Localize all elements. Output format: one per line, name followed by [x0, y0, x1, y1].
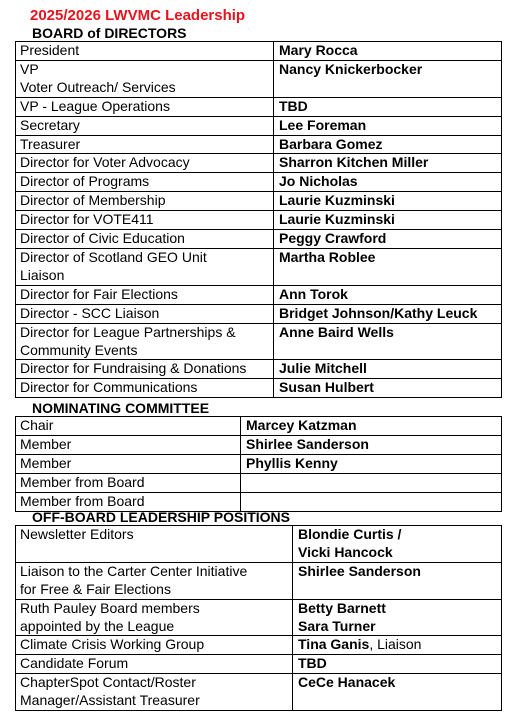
- position-label: Director of Membership: [20, 192, 166, 209]
- position-label: appointed by the League: [20, 617, 175, 634]
- position-label: ChapterSpot Contact/Roster: [20, 674, 196, 691]
- table-row: [16, 562, 502, 599]
- person-name: Lee Foreman: [279, 116, 367, 133]
- position-label: Director for Voter Advocacy: [20, 154, 190, 171]
- person-cell: [293, 562, 502, 599]
- position-label: Candidate Forum: [20, 655, 129, 672]
- position-label: Member from Board: [20, 492, 145, 509]
- table-row: [16, 636, 502, 655]
- position-cell: [16, 211, 274, 230]
- person-cell: [274, 173, 502, 192]
- person-cell: [293, 599, 502, 636]
- person-cell: [274, 379, 502, 398]
- position-label: Manager/Assistant Treasurer: [20, 692, 200, 709]
- position-cell: [16, 562, 293, 599]
- person-name: Marcey Katzman: [246, 417, 357, 433]
- table-row: [16, 211, 502, 230]
- person-cell: [274, 285, 502, 304]
- table-row: [16, 154, 502, 173]
- person-name: TBD: [298, 655, 327, 672]
- position-label: Director of Civic Education: [20, 230, 185, 247]
- person-name: Mary Rocca: [279, 42, 358, 58]
- position-cell: [16, 435, 241, 454]
- person-name: Laurie Kuzminski: [279, 211, 395, 228]
- person-cell: [274, 211, 502, 230]
- position-cell: [16, 379, 274, 398]
- person-cell: [241, 417, 502, 436]
- position-cell: [16, 674, 293, 711]
- position-label: Director for League Partnerships &: [20, 323, 236, 340]
- position-label: Director of Scotland GEO Unit: [20, 248, 207, 265]
- table-row: [16, 323, 502, 360]
- position-cell: [16, 636, 293, 655]
- position-cell: [16, 173, 274, 192]
- person-name: CeCe Hanacek: [298, 674, 396, 691]
- position-label: Voter Outreach/ Services: [20, 78, 176, 95]
- person-cell: [241, 454, 502, 473]
- position-cell: [16, 116, 274, 135]
- position-cell: [16, 599, 293, 636]
- person-cell: [293, 655, 502, 674]
- person-cell: [274, 360, 502, 379]
- position-label: Director for VOTE411: [20, 211, 154, 228]
- person-cell: [293, 526, 502, 563]
- nominating-table-body: [16, 417, 502, 512]
- position-cell: [16, 360, 274, 379]
- person-cell: [241, 435, 502, 454]
- table-row: [16, 116, 502, 135]
- board-table-body: [16, 42, 502, 398]
- person-role-suffix: , Liaison: [369, 636, 422, 653]
- table-row: [16, 97, 502, 116]
- person-name: Julie Mitchell: [279, 360, 367, 377]
- position-label: Director of Programs: [20, 173, 150, 190]
- table-row: [16, 360, 502, 379]
- position-label: Member from Board: [20, 473, 145, 490]
- person-name: Vicki Hancock: [298, 543, 393, 560]
- position-label: Newsletter Editors: [20, 526, 134, 542]
- person-name: TBD: [279, 97, 308, 114]
- table-row: [16, 526, 502, 563]
- position-label: Director - SCC Liaison: [20, 304, 160, 321]
- table-row: [16, 230, 502, 249]
- person-name: Phyllis Kenny: [246, 454, 338, 471]
- position-cell: [16, 526, 293, 563]
- nominating-committee-table: [15, 416, 502, 512]
- table-row: [16, 473, 502, 492]
- table-row: [16, 60, 502, 97]
- offboard-table-body: [16, 526, 502, 711]
- position-cell: [16, 42, 274, 61]
- position-label: Secretary: [20, 116, 80, 133]
- person-cell: [274, 154, 502, 173]
- table-row: [16, 192, 502, 211]
- person-name: Shirlee Sanderson: [298, 562, 421, 579]
- person-name: Barbara Gomez: [279, 135, 383, 152]
- person-name: Laurie Kuzminski: [279, 192, 395, 209]
- table-row: [16, 454, 502, 473]
- table-row: [16, 42, 502, 61]
- person-name: Sara Turner: [298, 617, 376, 634]
- table-row: [16, 304, 502, 323]
- person-cell: [293, 674, 502, 711]
- person-cell: [274, 97, 502, 116]
- person-cell: [274, 135, 502, 154]
- off-board-positions-table: [15, 525, 502, 711]
- person-name: Shirlee Sanderson: [246, 435, 369, 452]
- nominating-committee-heading: NOMINATING COMMITTEE: [32, 400, 210, 416]
- position-cell: [16, 454, 241, 473]
- position-cell: [16, 323, 274, 360]
- table-row: [16, 435, 502, 454]
- person-name: Blondie Curtis /: [298, 526, 402, 542]
- position-label: Climate Crisis Working Group: [20, 636, 205, 653]
- position-cell: [16, 135, 274, 154]
- position-cell: [16, 473, 241, 492]
- board-of-directors-table: [15, 41, 502, 398]
- position-label: Chair: [20, 417, 54, 433]
- table-row: [16, 379, 502, 398]
- position-label: for Free & Fair Elections: [20, 580, 171, 597]
- position-label: Liaison: [20, 266, 65, 283]
- person-cell: [274, 323, 502, 360]
- position-cell: [16, 248, 274, 285]
- person-name: Bridget Johnson/Kathy Leuck: [279, 304, 478, 321]
- person-name: Sharron Kitchen Miller: [279, 154, 429, 171]
- position-cell: [16, 192, 274, 211]
- position-label: Ruth Pauley Board members: [20, 599, 200, 616]
- person-cell: [293, 636, 502, 655]
- position-cell: [16, 417, 241, 436]
- position-label: Member: [20, 454, 72, 471]
- position-label: VP - League Operations: [20, 97, 170, 114]
- position-cell: [16, 230, 274, 249]
- position-label: Director for Fair Elections: [20, 285, 178, 302]
- position-label: Member: [20, 435, 72, 452]
- person-name: Martha Roblee: [279, 248, 376, 265]
- person-cell: [274, 116, 502, 135]
- table-row: [16, 285, 502, 304]
- person-cell: [241, 473, 502, 492]
- board-of-directors-heading: BOARD of DIRECTORS: [32, 25, 187, 41]
- position-label: Director for Fundraising & Donations: [20, 360, 247, 377]
- position-cell: [16, 97, 274, 116]
- off-board-positions-heading: OFF-BOARD LEADERSHIP POSITIONS: [32, 509, 290, 525]
- person-cell: [274, 42, 502, 61]
- person-cell: [274, 60, 502, 97]
- position-cell: [16, 154, 274, 173]
- table-row: [16, 248, 502, 285]
- person-name: Jo Nicholas: [279, 173, 358, 190]
- position-label: VP: [20, 60, 39, 77]
- position-label: Director for Communications: [20, 379, 198, 396]
- person-name: Peggy Crawford: [279, 230, 387, 247]
- position-label: Liaison to the Carter Center Initiative: [20, 562, 248, 579]
- table-row: [16, 417, 502, 436]
- person-name: Ann Torok: [279, 285, 348, 302]
- person-cell: [274, 304, 502, 323]
- person-name: Susan Hulbert: [279, 379, 374, 396]
- person-cell: [274, 230, 502, 249]
- position-cell: [16, 285, 274, 304]
- page-title: 2025/2026 LWVMC Leadership: [30, 7, 246, 24]
- position-label: President: [20, 42, 80, 58]
- person-cell: [274, 192, 502, 211]
- position-cell: [16, 304, 274, 323]
- position-cell: [16, 655, 293, 674]
- table-row: [16, 135, 502, 154]
- position-cell: [16, 60, 274, 97]
- table-row: [16, 599, 502, 636]
- person-name: Tina Ganis: [298, 636, 370, 653]
- person-name: Betty Barnett: [298, 599, 386, 616]
- table-row: [16, 655, 502, 674]
- person-name: Nancy Knickerbocker: [279, 60, 423, 77]
- table-row: [16, 173, 502, 192]
- person-cell: [274, 248, 502, 285]
- position-label: Community Events: [20, 341, 138, 358]
- position-label: Treasurer: [20, 135, 81, 152]
- person-name: Anne Baird Wells: [279, 323, 394, 340]
- table-row: [16, 674, 502, 711]
